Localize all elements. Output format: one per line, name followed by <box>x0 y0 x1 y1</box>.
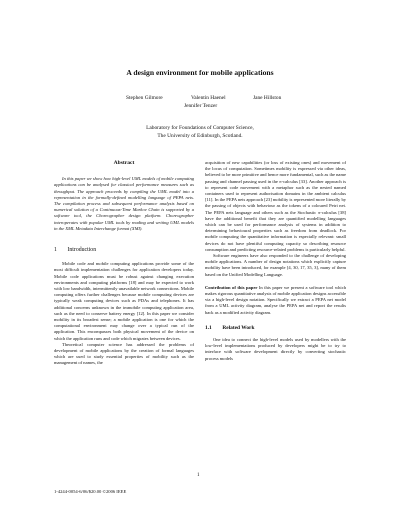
affiliation-line: Laboratory for Foundations of Computer Science, <box>146 125 254 131</box>
author-name: Stephen Gilmore <box>126 95 163 101</box>
subsection-title: Related Work <box>222 324 255 331</box>
abstract-heading: Abstract <box>113 160 135 166</box>
contribution-text: In this paper we present a software tool which makes rigorous quantitative analysis of mobile application designs accessible via a high-level design notation. Specifically we extract a PEPA net model from a UML activity diagram, analyse the PEPA net and report the results back as a modified activity diagram. <box>205 284 346 315</box>
author-name: Jennifer Tenzer <box>184 103 218 109</box>
body-paragraph: Software engineers have also responded to the challenge of developing mobile applications. A number of design notations which explicitly capture mobility have been introduced, for example [4, 30, 17, 35, 3], many of them based on the Unified Modelling Language. <box>205 253 346 277</box>
affiliation-line: The University of Edinburgh, Scotland. <box>157 132 243 139</box>
right-column <box>205 160 346 362</box>
affiliation <box>0 125 400 140</box>
section-title: Introduction <box>67 247 97 254</box>
intro-paragraph: Mobile code and mobile computing applications provide some of the most difficult implementation challenges for application developers today. Mobile code applications must be robust against changing execution environments and computing platforms [18] and may be expected to work with low bandwidth, intermittently unavailable network connections. Mobile computing offers further challenges because mobile computing devices are typically weak computing devices such as PDAs and telephones. It has additional concerns unknown in the immobile computing application area, such as the need to conserve battery energy [12]. In this paper we consider mobility in its broadest sense; a mobile application is one for which the computational environment may change over a typical run of the application. This encompasses both physical movement of the device on which the application runs and code which migrates between devices. <box>54 261 194 341</box>
subsection-number: 1.1 <box>205 324 212 331</box>
intro-paragraph: Theoretical computer science has addressed the problems of development of mobile applications by the creation of formal languages which are used to study essential properties of mobility such as the management of names, the <box>54 341 194 366</box>
author-name: Jane Hillston <box>253 95 282 101</box>
left-column <box>54 160 194 367</box>
body-paragraph: acquisition of new capabilities (or loss of existing ones) and movement of the locus of computation. Sometimes mobility is expressed via other ideas, believed to be more primitive and hence more fundamental, such as the name passing and channel passing used in the π-calculus [33]. Another approach is to represent code movement with a metaphor such as the nested named containers used to represent authorisation domains in the ambient calculus [11]. In the PEPA nets approach [23] mobility is represented more literally by the passing of objects with behaviour as the tokens of a coloured Petri net. The PEPA nets language and others such as the Stochastic π-calculus [38] have the additional benefit that they are quantified modelling languages which can be used for performance analysis of systems in addition to determining behavioural properties such as freedom from deadlock. For mobile computing the quantitative information is especially relevant: small devices do not have plentiful computing capacity so describing resource consumption and predicting resource-related problems is particularly helpful. <box>205 160 346 252</box>
page-number: 1 <box>197 473 200 478</box>
contribution-label: Contribution of this paper <box>205 284 258 290</box>
related-work-paragraph: One idea to connect the high-level models used by modellers with the low-level implementations produced by developers might be to try to interface with software development directly by converting stochastic process models <box>205 337 346 361</box>
contribution-paragraph <box>205 285 346 316</box>
section-heading-introduction <box>54 247 194 253</box>
subsection-heading-related-work <box>205 325 346 331</box>
paper-title: A design environment for mobile applications <box>126 68 274 77</box>
copyright-footer: 1-4244-0054-6/06/$20.00 ©2006 IEEE <box>54 489 127 494</box>
section-number: 1 <box>54 247 57 254</box>
abstract-text: In this paper we show how high-level UML models of mobile computing applications can be analysed for classical performance measures such as throughput. The approach proceeds by compiling the UML model into a representation in the formally-defined modelling language of PEPA nets. The compilation process and subsequent performance analysis based on numerical solution of a Continuous-Time Markov Chain is supported by a software tool, the Choreographer design platform. Choreographer interoperates with popular UML tools by reading and writing UML models in the XML Metadata Interchange format (XMI). <box>54 176 194 231</box>
author-name: Valentin Haenel <box>191 95 226 101</box>
